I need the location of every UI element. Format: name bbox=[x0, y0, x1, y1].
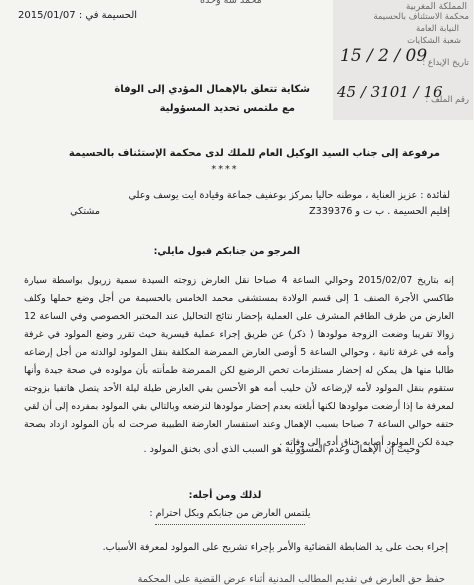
complainant-role: مشتكي bbox=[70, 206, 100, 217]
stamp-line-2: محكمة الاستئناف بالحسيمة bbox=[373, 12, 469, 22]
stamp-line-1: المملكة المغربية bbox=[405, 2, 467, 12]
addressee-line: مرفوعة إلى جناب السيد الوكيل العام للملك لدى محكمة الإستئناف بالحسيمة bbox=[68, 148, 440, 159]
stamp-date-label: تاريخ الإيداع : bbox=[422, 58, 469, 68]
stamp-line-3: النيابة العامة bbox=[415, 24, 459, 34]
reception-stamp bbox=[333, 0, 473, 120]
closing-line-1: لذلك ومن أجله: bbox=[188, 490, 262, 501]
stamp-number-label: رقم الملف : bbox=[425, 95, 469, 105]
body-paragraph: إنه بتاريخ 2015/02/07 وحوالي الساعة 4 صباحا نقل العارض زوجته السيدة سمية زريول بواسطة سيارة طاكسي الأجرة الصنف 1 إلى قسم الولادة بمستشفى محمد الخامس بالحسيمة من أجل وضع حملها وكلف العارض من طرف الطاقم المشرف على العملية بإحضار نتائج التحاليل عند المختبر الخصوصي وفي الساعة 12 زوالا تقريبا وضعت الزوجة مولودها ( ذكر) عن طريق إجراء عملية قيسرية حيث تقرر وضع المولود في غرفة وأمه في غرفة ثانية ، وحوالي الساعة 5 أوصى العارض الممرضة المكلفة بنقل المولود لوالدته من أجل إرضاعه طالبا منها هل يمكن له إحضار مستلزمات تخص الرضيع لكن الممرضة طمأنته بأن مولوده في صحة جيدة وأنها ستقوم بنقل المولود لأمه لإرضاعه لأن حليب أمه هو الأحسن بقي العارض طيلة ليلة الأحد يتصل هاتفيا بزوجته لمعرفة ما إذا أرضعت مولودها لكنها أبلغته بعدم إحضار مولودها لترضعه وبالتالي بقي المولود بمفرده إلى أن لقي حتفه حوالي الساعة 7 صباحا بسبب الإهمال وعند استفسار العارضة الطبيبة صرحت له بأن المولود ازداد بصحة جيدة لكن المولود أصابه خناق أدى إلى وفاته . bbox=[24, 275, 454, 448]
request-item-1: إجراء بحث على يد الضابطة القضائية والأمر بإجراء تشريح على المولود لمعرفة الأسباب. bbox=[102, 542, 448, 553]
closing-line-2: يلتمس العارض من جنابكم وبكل احترام : bbox=[149, 508, 311, 519]
title-line-1: شكاية تتعلق بالإهمال المؤدي إلى الوفاة bbox=[114, 84, 310, 95]
stamp-handwritten-number: 45 / 3101 / 16 bbox=[337, 83, 443, 101]
request-item-2-partial: حفظ حق العارض في تقديم المطالب المدنية أثناء عرض القضية على المحكمة bbox=[137, 574, 445, 585]
title-line-2: مع ملتمس تحديد المسؤولية bbox=[159, 103, 295, 114]
separator-stars: **** bbox=[211, 164, 239, 175]
complainant-line-2: إقليم الحسيمة . ب ت و Z339376 bbox=[309, 206, 450, 217]
cause-sentence: وحيث إن الإهمال وعدم المسؤولية هو السبب الذي أدى بخنق المولود . bbox=[143, 444, 420, 455]
closing-underline bbox=[155, 524, 305, 525]
date-line: الحسيمة في : 2015/01/07 bbox=[18, 10, 138, 21]
stamp-line-4: شعبة الشكايات bbox=[407, 36, 461, 46]
top-name-fragment: محمد سه وحده bbox=[200, 0, 262, 6]
request-intro: المرجو من جنابكم قبول مايلي: bbox=[153, 246, 300, 257]
stamp-handwritten-date: 15 / 2 / 09 bbox=[340, 46, 428, 66]
complainant-line-1: لفائدة : عزيز العناية ، موطنه حاليا بمركز بوعفيف جماعة وقيادة ايت يوسف وعلي bbox=[128, 190, 450, 201]
